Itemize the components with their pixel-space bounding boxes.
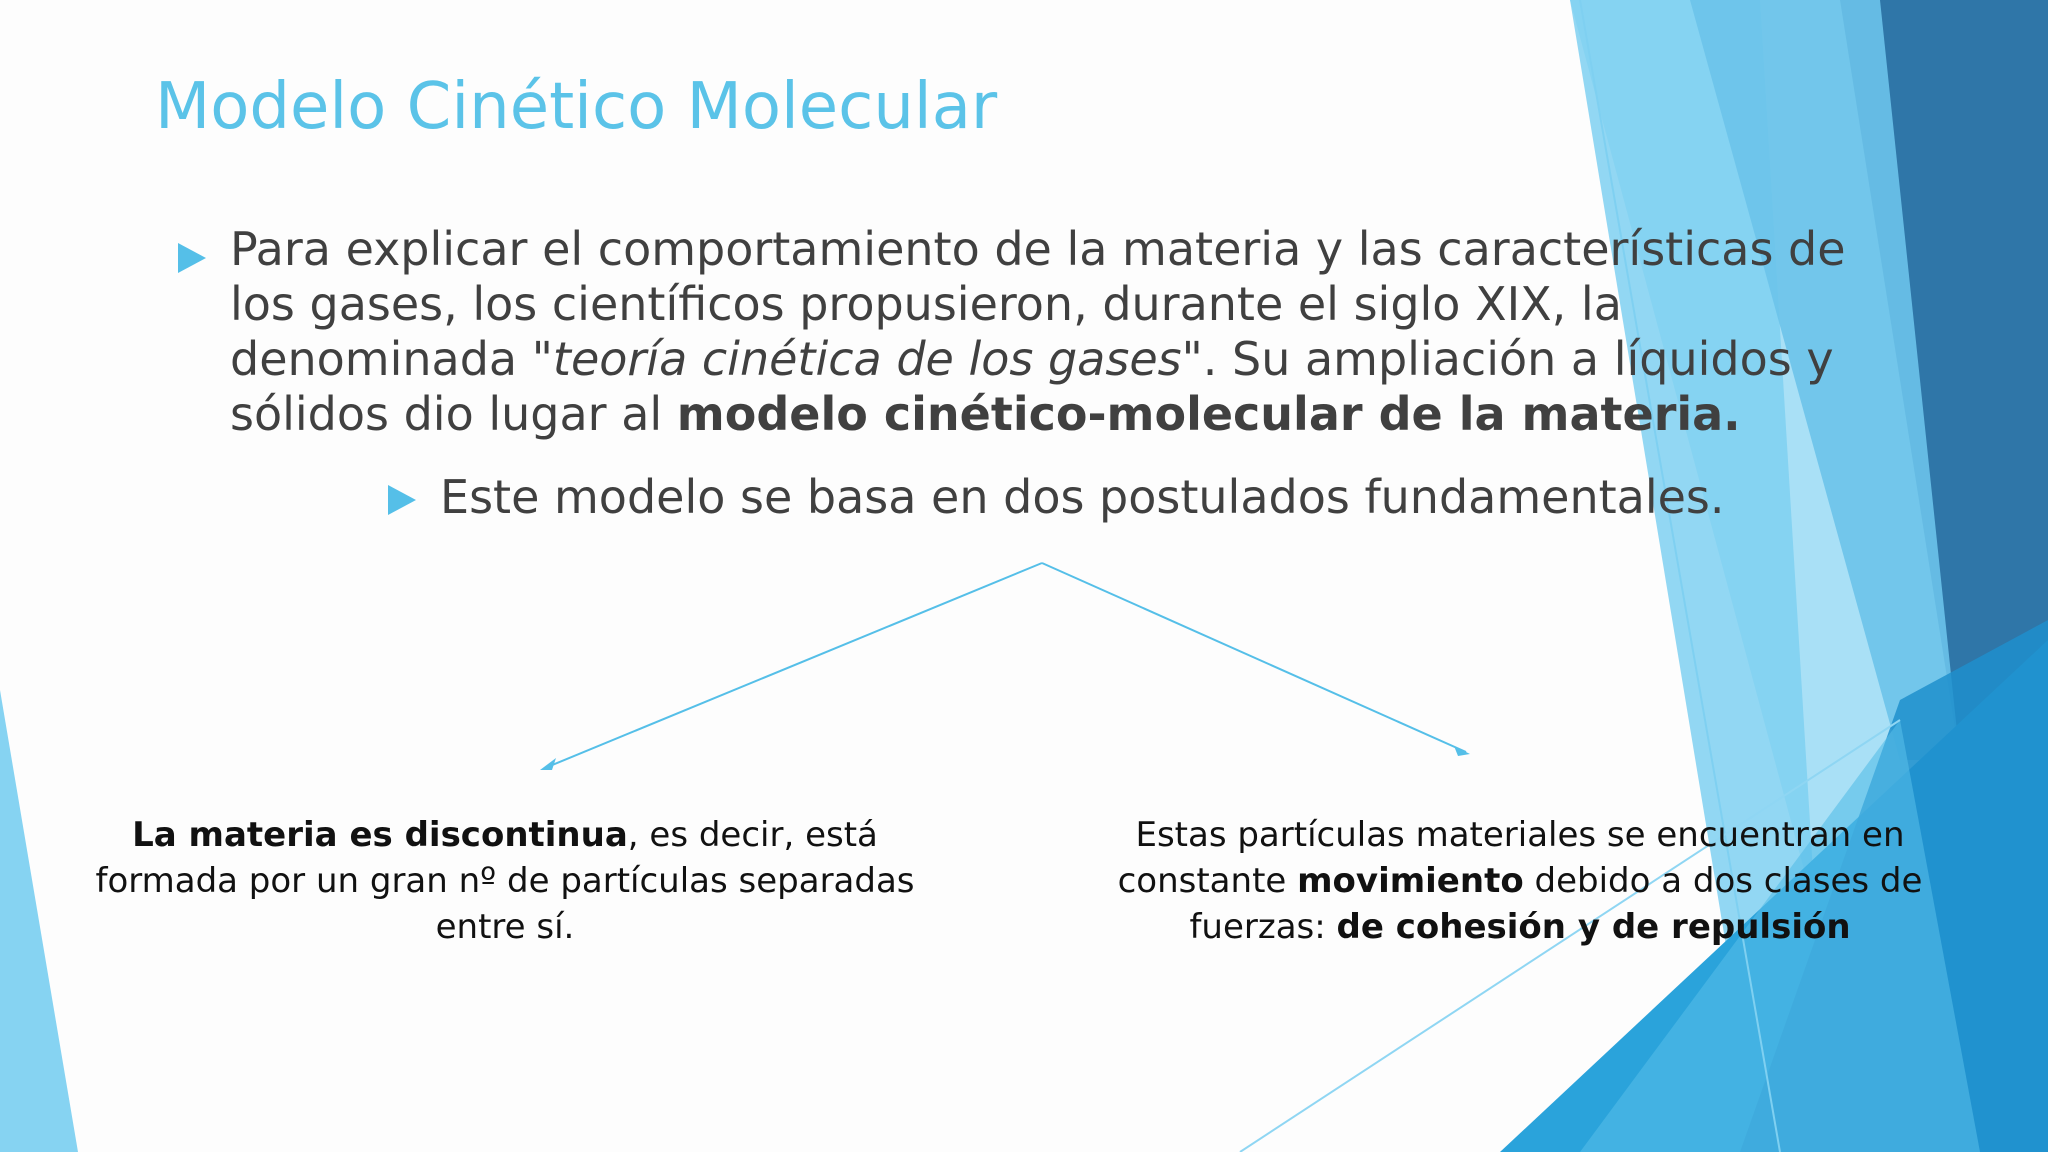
arrow-left-head [540, 758, 556, 770]
arrow-right-line [1042, 563, 1466, 752]
sub-bullet-arrow-icon [388, 485, 416, 515]
slide-title: Modelo Cinético Molecular [155, 70, 998, 144]
paragraph-italic: "teoría cinética de los gases" [531, 332, 1203, 386]
arrow-left-line [545, 563, 1042, 768]
postulate-right-text-2: debido a dos clases de fuerzas: [1189, 861, 1923, 947]
postulate-right [1100, 812, 1940, 950]
postulate-right-bold-2: de cohesión y de repulsión [1336, 907, 1851, 947]
paragraph-text-2: . Su ampliación a líquidos y sólidos dio lugar al [230, 332, 1834, 441]
postulate-right-text-1: Estas partículas materiales se encuentran en constante [1117, 815, 1905, 901]
postulate-right-bold-1: movimiento [1297, 861, 1524, 901]
bullet-arrow-icon [178, 243, 206, 273]
postulate-left [85, 812, 925, 950]
arrow-right-head [1454, 746, 1470, 756]
paragraph-bold: modelo cinético-molecular de la materia. [676, 387, 1741, 441]
postulate-left-text: , es decir, está formada por un gran nº de partículas separadas entre sí. [95, 815, 915, 947]
sub-bullet-text: Este modelo se basa en dos postulados fundamentales. [440, 470, 1725, 524]
main-paragraph [230, 222, 1870, 442]
paragraph-text-1: Para explicar el comportamiento de la materia y las características de los gases, los científicos propusieron, durante el siglo XIX, la denominada [230, 222, 1846, 386]
postulate-left-bold: La materia es discontinua [132, 815, 628, 855]
deco-left-triangle [0, 690, 78, 1152]
